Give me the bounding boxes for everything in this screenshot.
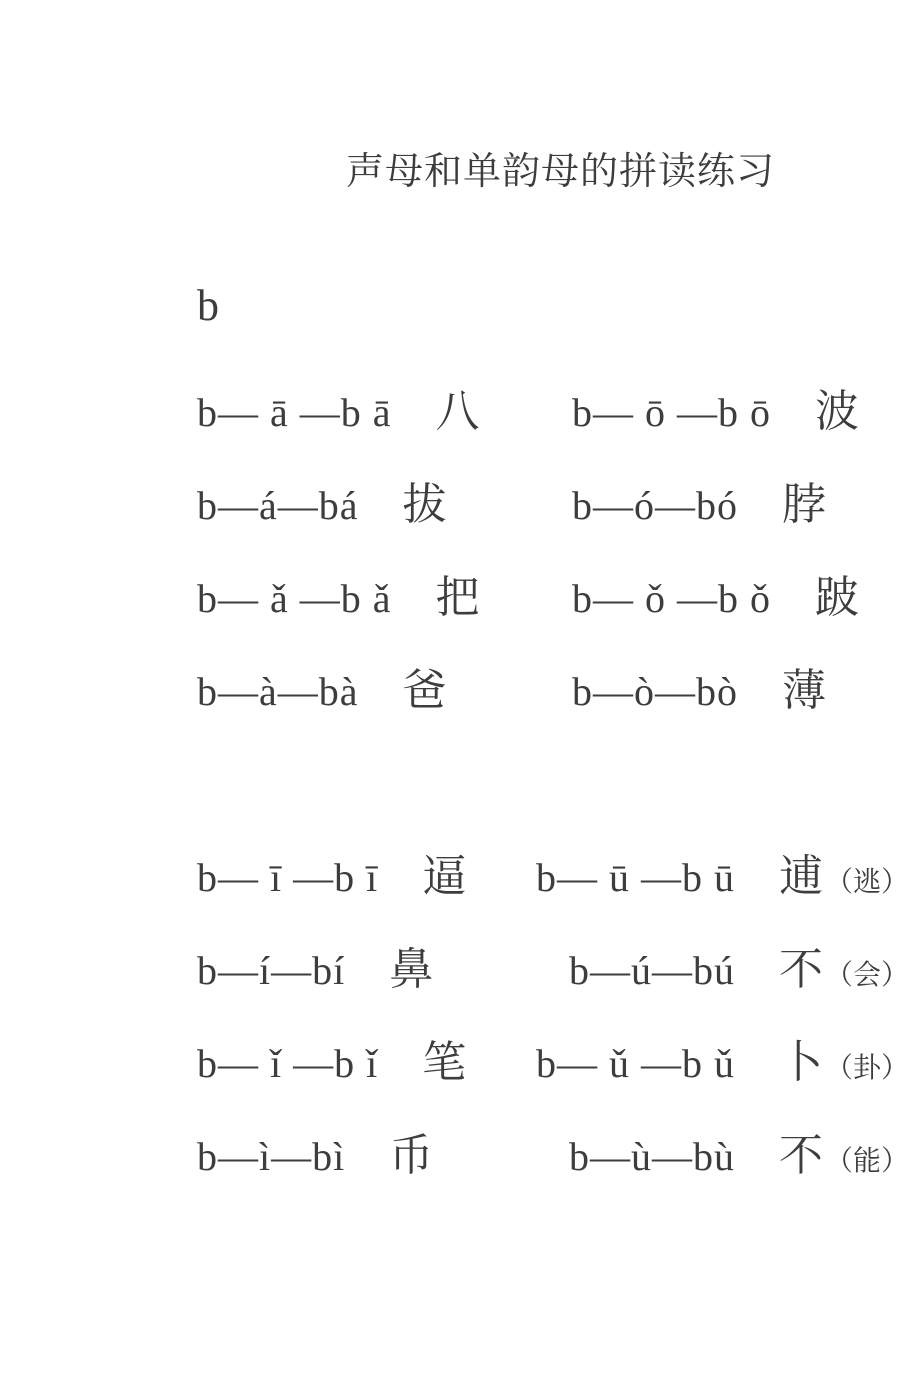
practice-item xyxy=(197,840,536,904)
hanzi-note-annotation: （逃） xyxy=(824,866,909,898)
hanzi-character: 卜 xyxy=(778,1037,823,1087)
practice-row xyxy=(197,546,909,639)
pinyin-sequence: b—ú—bú xyxy=(568,947,735,993)
practice-item xyxy=(572,654,909,718)
hanzi-character: 鼻 xyxy=(389,944,434,994)
practice-row xyxy=(197,360,909,453)
practice-item xyxy=(197,933,569,997)
pinyin-sequence: b—ì—bì xyxy=(197,1133,346,1179)
practice-item xyxy=(536,1026,909,1090)
hanzi-character: 脖 xyxy=(782,479,826,529)
hanzi-character: 跛 xyxy=(815,572,859,622)
hanzi-character: 不 xyxy=(778,944,823,994)
practice-row xyxy=(197,918,909,1011)
practice-item xyxy=(572,561,909,625)
pinyin-sequence: b— ā —b ā xyxy=(197,389,392,435)
practice-block-a-o xyxy=(197,360,909,732)
practice-row xyxy=(197,639,909,732)
practice-row xyxy=(197,1011,909,1104)
hanzi-note-annotation: （卦） xyxy=(824,1052,909,1084)
practice-item xyxy=(197,654,572,718)
hanzi-character: 笔 xyxy=(422,1037,467,1087)
pinyin-sequence: b— ǐ —b ǐ xyxy=(197,1040,379,1086)
practice-item xyxy=(569,933,909,997)
hanzi-character: 八 xyxy=(435,386,480,436)
hanzi-note-annotation: （会） xyxy=(824,959,909,991)
hanzi-character: 薄 xyxy=(782,665,826,715)
hanzi-character: 波 xyxy=(815,386,859,436)
hanzi-character: 把 xyxy=(435,572,480,622)
pinyin-sequence: b— ǔ —b ǔ xyxy=(535,1040,735,1086)
page-title: 声母和单韵母的拼读练习 xyxy=(346,151,776,193)
practice-item xyxy=(197,561,572,625)
initial-letter: b xyxy=(197,281,219,330)
pinyin-sequence: b—ó—bó xyxy=(572,482,738,528)
pinyin-sequence: b— ī —b ī xyxy=(197,854,379,900)
practice-row xyxy=(197,1104,909,1197)
pinyin-sequence: b—ù—bù xyxy=(568,1133,735,1179)
pinyin-sequence: b—í—bí xyxy=(197,947,346,993)
practice-item xyxy=(572,375,909,439)
practice-item xyxy=(197,1119,569,1183)
hanzi-character: 爸 xyxy=(402,665,447,715)
practice-item xyxy=(197,375,572,439)
hanzi-character: 币 xyxy=(389,1130,434,1180)
practice-row xyxy=(197,453,909,546)
pinyin-sequence: b—á—bá xyxy=(197,482,359,528)
practice-item xyxy=(197,468,572,532)
pinyin-sequence: b— ǎ —b ǎ xyxy=(197,575,392,621)
pinyin-sequence: b— ǒ —b ǒ xyxy=(572,575,771,621)
hanzi-character: 拔 xyxy=(402,479,447,529)
hanzi-character: 逋 xyxy=(778,851,823,901)
pinyin-sequence: b—ò—bò xyxy=(572,668,738,714)
practice-item xyxy=(572,468,909,532)
practice-item xyxy=(536,840,909,904)
pinyin-sequence: b— ō —b ō xyxy=(572,389,771,435)
practice-item xyxy=(569,1119,909,1183)
pinyin-sequence: b— ū —b ū xyxy=(535,854,735,900)
hanzi-character: 逼 xyxy=(422,851,467,901)
practice-row xyxy=(197,825,909,918)
pinyin-sequence: b—à—bà xyxy=(197,668,359,714)
hanzi-character: 不 xyxy=(778,1130,823,1180)
hanzi-note-annotation: （能） xyxy=(824,1145,909,1177)
practice-item xyxy=(197,1026,536,1090)
practice-block-i-u xyxy=(197,825,909,1197)
